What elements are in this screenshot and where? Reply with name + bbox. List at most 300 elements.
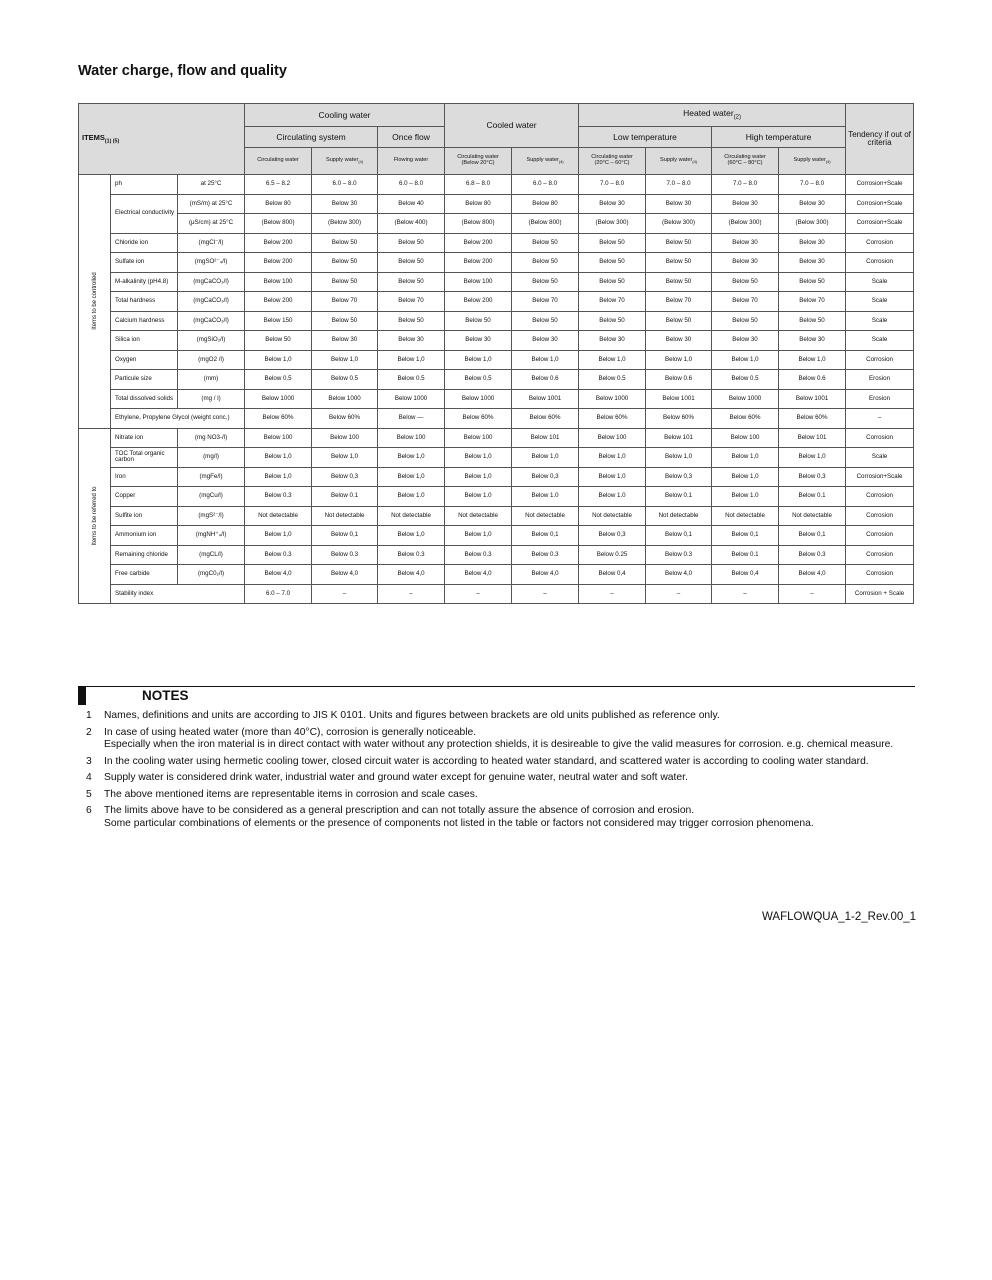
item-name: Chloride ion — [111, 233, 178, 253]
value-cell: Below 1,0 — [712, 448, 779, 468]
value-cell: Below 0.5 — [378, 370, 445, 390]
value-cell: Below 0,1 — [646, 526, 712, 546]
value-cell: Below 50 — [312, 233, 378, 253]
item-name: Electrical conductivity — [111, 194, 178, 233]
value-cell: Below 50 — [312, 311, 378, 331]
value-cell: Below 1000 — [312, 389, 378, 409]
item-unit: (mgSO²⁻₄/l) — [178, 253, 245, 273]
note-line: The limits above have to be considered as a general prescription and can not totally assure the absence of corrosion and erosion. — [104, 805, 695, 816]
value-cell: Below 0.25 — [579, 545, 646, 565]
value-cell: Below 0.3 — [646, 545, 712, 565]
water-quality-table — [78, 103, 914, 604]
value-cell: – — [712, 584, 779, 604]
value-cell: Below 50 — [512, 311, 579, 331]
value-cell: Below 30 — [646, 331, 712, 351]
value-cell: Below 0.5 — [245, 370, 312, 390]
tendency-cell: Corrosion + Scale — [846, 584, 914, 604]
subgroup-once-flow: Once flow — [378, 127, 445, 148]
value-cell: Below 0.3 — [779, 545, 846, 565]
note-text — [104, 727, 898, 752]
tendency-cell: Scale — [846, 311, 914, 331]
value-cell: Below 1000 — [378, 389, 445, 409]
value-cell: Below 1001 — [779, 389, 846, 409]
value-cell: Below 80 — [512, 194, 579, 214]
value-cell: Not detectable — [312, 506, 378, 526]
item-name: Sulfate ion — [111, 253, 178, 273]
value-cell: (Below 300) — [312, 214, 378, 234]
value-cell: Below 200 — [245, 233, 312, 253]
value-cell: Below 50 — [445, 311, 512, 331]
subgroup-low-temperature: Low temperature — [579, 127, 712, 148]
value-cell: Below 1000 — [579, 389, 646, 409]
tendency-cell: Erosion — [846, 389, 914, 409]
notes-marker — [78, 686, 86, 705]
value-cell: Below 0,3 — [646, 467, 712, 487]
tendency-cell: Corrosion — [846, 253, 914, 273]
value-cell: Below 1,0 — [779, 350, 846, 370]
note-item — [78, 727, 898, 752]
item-name: ph — [111, 175, 178, 195]
value-cell: 7.0 – 8.0 — [579, 175, 646, 195]
group-header-heated: Heated water$_{(2)}$ — [579, 104, 846, 127]
value-cell: Below 100 — [712, 428, 779, 448]
value-cell: Below 100 — [579, 428, 646, 448]
value-cell: Below 30 — [445, 331, 512, 351]
value-cell: Below 0.5 — [579, 370, 646, 390]
item-name: Copper — [111, 487, 178, 507]
value-cell: Not detectable — [646, 506, 712, 526]
value-cell: Below 1.0 — [445, 487, 512, 507]
item-unit: (mgCaCO₃/l) — [178, 292, 245, 312]
items-header: $ITEMS_{(1) (5)}$ — [79, 104, 245, 175]
value-cell: Below 30 — [312, 194, 378, 214]
value-cell: 6.0 – 8.0 — [378, 175, 445, 195]
value-cell: Below 1.0 — [579, 487, 646, 507]
value-cell: Below 50 — [779, 311, 846, 331]
value-cell: Below 150 — [245, 311, 312, 331]
tendency-cell: Scale — [846, 448, 914, 468]
column-header: Circulating water (Below 20°C) — [445, 148, 512, 175]
value-cell: Below 1,0 — [245, 448, 312, 468]
value-cell: Below 30 — [512, 331, 579, 351]
table-row — [79, 175, 914, 195]
item-name: Remaining chloride — [111, 545, 178, 565]
note-line: Some particular combinations of elements or the presence of components not listed in the table or factors not considered may trigger corrosion phenomena. — [104, 817, 814, 829]
value-cell: Below 0,3 — [312, 467, 378, 487]
item-name: Free carbide — [111, 565, 178, 585]
notes-divider — [78, 686, 915, 687]
value-cell: Below 100 — [445, 272, 512, 292]
value-cell: Below 70 — [378, 292, 445, 312]
value-cell: Below 1,0 — [646, 350, 712, 370]
value-cell: Below 1,0 — [378, 448, 445, 468]
table-row — [79, 331, 914, 351]
value-cell: Below 30 — [779, 233, 846, 253]
value-cell: Below 4,0 — [378, 565, 445, 585]
notes-title: NOTES — [142, 688, 189, 703]
value-cell: Below 0.3 — [512, 545, 579, 565]
note-text — [104, 789, 898, 802]
value-cell: Below 1,0 — [579, 448, 646, 468]
item-name: Oxygen — [111, 350, 178, 370]
column-header: Supply water$_{(4)}$ — [646, 148, 712, 175]
note-line: Names, definitions and units are according to JIS K 0101. Units and figures between brackets are old units published as reference only. — [104, 710, 720, 721]
value-cell: Below 50 — [646, 233, 712, 253]
value-cell: Below 30 — [779, 253, 846, 273]
value-cell: Below 50 — [378, 272, 445, 292]
value-cell: Not detectable — [512, 506, 579, 526]
value-cell: Below 1,0 — [378, 526, 445, 546]
item-unit: at 25°C — [178, 175, 245, 195]
value-cell: (Below 400) — [378, 214, 445, 234]
value-cell: Below 0.1 — [646, 487, 712, 507]
water-quality-table-wrapper — [78, 103, 913, 604]
item-unit: (mgNH⁺₄/l) — [178, 526, 245, 546]
value-cell: Below 70 — [712, 292, 779, 312]
value-cell: Below 50 — [712, 272, 779, 292]
section-label-controlled: Items to be controlled — [79, 175, 111, 429]
value-cell: Below 1,0 — [445, 467, 512, 487]
value-cell: Below 1,0 — [779, 448, 846, 468]
value-cell: Below 100 — [445, 428, 512, 448]
table-row — [79, 311, 914, 331]
value-cell: Below 30 — [779, 331, 846, 351]
value-cell: Below 200 — [245, 292, 312, 312]
value-cell: Below 70 — [512, 292, 579, 312]
value-cell: Below 50 — [378, 311, 445, 331]
value-cell: Not detectable — [445, 506, 512, 526]
item-unit: (mg/l) — [178, 448, 245, 468]
item-unit: (mgFe/l) — [178, 467, 245, 487]
value-cell: – — [312, 584, 378, 604]
value-cell: Below 0.3 — [312, 545, 378, 565]
value-cell: Below 0,3 — [512, 467, 579, 487]
document-code: WAFLOWQUA_1-2_Rev.00_1 — [762, 911, 917, 923]
value-cell: Below 0,1 — [512, 526, 579, 546]
value-cell: Below 60% — [445, 409, 512, 429]
value-cell: Below 30 — [712, 194, 779, 214]
value-cell: Below 100 — [378, 428, 445, 448]
value-cell: 7.0 – 8.0 — [712, 175, 779, 195]
value-cell: Below 1001 — [512, 389, 579, 409]
value-cell: Below 0.5 — [445, 370, 512, 390]
note-line: Especially when the iron material is in direct contact with water without any protection shields, it is desireable to give the valid measures for corrosion. e.g. chemical measure. — [104, 739, 894, 750]
note-item — [78, 805, 898, 830]
note-number: 5 — [86, 788, 92, 800]
column-header: Supply water$_{(4)}$ — [779, 148, 846, 175]
value-cell: Below 30 — [646, 194, 712, 214]
value-cell: Below 50 — [579, 233, 646, 253]
value-cell: Below 40 — [378, 194, 445, 214]
value-cell: Below 1,0 — [378, 350, 445, 370]
value-cell: Below 0.6 — [779, 370, 846, 390]
tendency-cell: Corrosion+Scale — [846, 175, 914, 195]
table-row — [79, 565, 914, 585]
value-cell: – — [512, 584, 579, 604]
value-cell: Below 0.3 — [378, 545, 445, 565]
item-unit: (mgO2 /l) — [178, 350, 245, 370]
value-cell: Below 1,0 — [445, 448, 512, 468]
value-cell: Below 60% — [779, 409, 846, 429]
table-row — [79, 584, 914, 604]
table-row — [79, 467, 914, 487]
item-name: Calcium hardness — [111, 311, 178, 331]
value-cell: – — [378, 584, 445, 604]
value-cell: Below 4,0 — [445, 565, 512, 585]
item-unit: (mgC0₂/l) — [178, 565, 245, 585]
item-unit: (mgCaCO₃/l) — [178, 311, 245, 331]
tendency-cell: Corrosion+Scale — [846, 194, 914, 214]
value-cell: Below 0.1 — [712, 545, 779, 565]
value-cell: Below 50 — [512, 233, 579, 253]
column-header: Flowing water — [378, 148, 445, 175]
value-cell: Below 60% — [312, 409, 378, 429]
tendency-cell: Corrosion — [846, 506, 914, 526]
value-cell: Below 30 — [712, 331, 779, 351]
tendency-cell: Scale — [846, 331, 914, 351]
item-unit: (mg NO3-/l) — [178, 428, 245, 448]
value-cell: Below 4,0 — [512, 565, 579, 585]
value-cell: Below 0.1 — [312, 487, 378, 507]
value-cell: Below 0.1 — [779, 487, 846, 507]
value-cell: Below 1,0 — [445, 350, 512, 370]
value-cell: Below 30 — [312, 331, 378, 351]
item-name: Total hardness — [111, 292, 178, 312]
note-text — [104, 772, 898, 785]
item-name: Total dissolved solids — [111, 389, 178, 409]
item-name: Silica ion — [111, 331, 178, 351]
subgroup-circulating-system: Circulating system — [245, 127, 378, 148]
tendency-cell: Corrosion — [846, 565, 914, 585]
value-cell: Below 60% — [712, 409, 779, 429]
value-cell: Below 0,1 — [779, 526, 846, 546]
value-cell: (Below 800) — [245, 214, 312, 234]
table-row — [79, 448, 914, 468]
value-cell: Below 50 — [312, 253, 378, 273]
value-cell: Below 1,0 — [579, 467, 646, 487]
value-cell: Below 0.6 — [512, 370, 579, 390]
notes-list — [78, 710, 898, 834]
value-cell: Not detectable — [779, 506, 846, 526]
item-unit: (mgCl⁻/l) — [178, 233, 245, 253]
value-cell: Below 1,0 — [312, 448, 378, 468]
group-header-cooled: Cooled water — [445, 104, 579, 148]
note-number: 6 — [86, 805, 92, 816]
value-cell: Below 0.6 — [646, 370, 712, 390]
value-cell: Below 4,0 — [245, 565, 312, 585]
value-cell: Below 70 — [312, 292, 378, 312]
value-cell: (Below 300) — [712, 214, 779, 234]
table-row — [79, 545, 914, 565]
value-cell: Below 1,0 — [646, 448, 712, 468]
item-unit: (mgSiO₂/l) — [178, 331, 245, 351]
value-cell: Below 1000 — [445, 389, 512, 409]
note-line: The above mentioned items are representable items in corrosion and scale cases. — [104, 788, 478, 800]
value-cell: Below 50 — [312, 272, 378, 292]
column-header: Supply water$_{(4)}$ — [312, 148, 378, 175]
note-number: 3 — [86, 755, 92, 767]
item-name: Nitrate ion — [111, 428, 178, 448]
value-cell: Below 0.3 — [445, 545, 512, 565]
value-cell: (Below 300) — [779, 214, 846, 234]
value-cell: Below 1,0 — [312, 350, 378, 370]
value-cell: Below 4,0 — [312, 565, 378, 585]
value-cell: Below 30 — [712, 233, 779, 253]
value-cell: Below 0,3 — [579, 526, 646, 546]
value-cell: Below 1.0 — [512, 487, 579, 507]
table-row — [79, 370, 914, 390]
value-cell: Below 1,0 — [445, 526, 512, 546]
table-row — [79, 409, 914, 429]
value-cell: Not detectable — [378, 506, 445, 526]
value-cell: Below 101 — [779, 428, 846, 448]
value-cell: Below 1,0 — [712, 350, 779, 370]
value-cell: Below 0.5 — [312, 370, 378, 390]
value-cell: Below 60% — [245, 409, 312, 429]
table-row — [79, 428, 914, 448]
tendency-header: Tendency if out of criteria — [846, 104, 914, 175]
tendency-cell: Scale — [846, 272, 914, 292]
value-cell: Below 100 — [245, 272, 312, 292]
value-cell: Below 0.3 — [245, 487, 312, 507]
value-cell: Below 50 — [779, 272, 846, 292]
value-cell: Below 30 — [579, 331, 646, 351]
value-cell: Below 1000 — [712, 389, 779, 409]
value-cell: Below 1,0 — [712, 467, 779, 487]
value-cell: (Below 800) — [445, 214, 512, 234]
value-cell: Below 80 — [245, 194, 312, 214]
note-number: 4 — [86, 772, 92, 783]
table-row — [79, 194, 914, 214]
note-line: Supply water is considered drink water, industrial water and ground water except for genuine water, neutral water and soft water. — [104, 772, 688, 783]
value-cell: Below 100 — [312, 428, 378, 448]
value-cell: 6.0 – 7.0 — [245, 584, 312, 604]
value-cell: Below 50 — [579, 253, 646, 273]
value-cell: Below 60% — [512, 409, 579, 429]
table-row — [79, 292, 914, 312]
section-label-referred: Items to be referred to — [79, 428, 111, 604]
value-cell: Below 70 — [646, 292, 712, 312]
value-cell: – — [646, 584, 712, 604]
table-row — [79, 253, 914, 273]
value-cell: Below 1,0 — [512, 448, 579, 468]
page-title: Water charge, flow and quality — [78, 63, 287, 79]
value-cell: Below 4,0 — [646, 565, 712, 585]
value-cell: Below 70 — [579, 292, 646, 312]
value-cell: Below 1,0 — [579, 350, 646, 370]
table-row — [79, 272, 914, 292]
item-name: Particule size — [111, 370, 178, 390]
value-cell: Below 50 — [378, 253, 445, 273]
value-cell: Below 100 — [245, 428, 312, 448]
value-cell: Below 4,0 — [779, 565, 846, 585]
value-cell: Below 60% — [579, 409, 646, 429]
note-text — [104, 710, 898, 723]
value-cell: Below 70 — [779, 292, 846, 312]
note-text — [104, 805, 898, 830]
value-cell: (Below 300) — [646, 214, 712, 234]
value-cell: Not detectable — [579, 506, 646, 526]
table-row — [79, 389, 914, 409]
item-unit: (mgS²⁻/l) — [178, 506, 245, 526]
value-cell: Below 1,0 — [245, 350, 312, 370]
value-cell: Below 0,1 — [712, 526, 779, 546]
value-cell: Below 50 — [646, 253, 712, 273]
item-unit: (mm) — [178, 370, 245, 390]
note-item — [78, 710, 898, 723]
value-cell: 6.5 – 8.2 — [245, 175, 312, 195]
item-name: Stability index — [111, 584, 245, 604]
item-unit: (μS/cm) at 25°C — [178, 214, 245, 234]
tendency-cell: Corrosion+Scale — [846, 214, 914, 234]
value-cell: Not detectable — [245, 506, 312, 526]
value-cell: Below 101 — [512, 428, 579, 448]
value-cell: Below 30 — [779, 194, 846, 214]
table-row — [79, 526, 914, 546]
subgroup-high-temperature: High temperature — [712, 127, 846, 148]
note-item — [78, 789, 898, 802]
value-cell: 7.0 – 8.0 — [779, 175, 846, 195]
tendency-cell: Corrosion — [846, 233, 914, 253]
value-cell: (Below 300) — [579, 214, 646, 234]
note-number: 2 — [86, 726, 92, 738]
value-cell: Below 60% — [646, 409, 712, 429]
value-cell: 7.0 – 8.0 — [646, 175, 712, 195]
note-item — [78, 756, 898, 769]
value-cell: Below 30 — [579, 194, 646, 214]
tendency-cell: Scale — [846, 292, 914, 312]
value-cell: Below 0.5 — [712, 370, 779, 390]
table-row — [79, 487, 914, 507]
value-cell: Below 0.3 — [245, 545, 312, 565]
note-line: In case of using heated water (more than 40°C), corrosion is generally noticeable. — [104, 726, 477, 738]
item-name: Ethylene, Propylene Glycol (weight conc.) — [111, 409, 245, 429]
item-unit: (mgCu/l) — [178, 487, 245, 507]
value-cell: Below 50 — [712, 311, 779, 331]
notes-header — [78, 686, 915, 705]
item-unit: (mS/m) at 25°C — [178, 194, 245, 214]
value-cell: Below — — [378, 409, 445, 429]
note-line: In the cooling water using hermetic cooling tower, closed circuit water is according to heated water standard, and scattered water is according to cooling water standard. — [104, 755, 869, 767]
value-cell: Below 0,3 — [779, 467, 846, 487]
item-name: M-alkalinity (pH4.8) — [111, 272, 178, 292]
tendency-cell: – — [846, 409, 914, 429]
value-cell: Below 0,4 — [579, 565, 646, 585]
value-cell: Below 0,1 — [312, 526, 378, 546]
value-cell: Below 1,0 — [245, 467, 312, 487]
value-cell: Below 1.0 — [378, 487, 445, 507]
value-cell: – — [779, 584, 846, 604]
item-name: Ammonium ion — [111, 526, 178, 546]
value-cell: Below 1,0 — [512, 350, 579, 370]
value-cell: Below 50 — [245, 331, 312, 351]
value-cell: Below 50 — [378, 233, 445, 253]
group-header-cooling: Cooling water — [245, 104, 445, 127]
value-cell: Below 1001 — [646, 389, 712, 409]
note-item — [78, 772, 898, 785]
value-cell: Below 50 — [579, 272, 646, 292]
column-header: Circulating water (60°C – 80°C) — [712, 148, 779, 175]
note-text — [104, 756, 898, 769]
value-cell: Below 50 — [579, 311, 646, 331]
item-unit: (mgCL/l) — [178, 545, 245, 565]
value-cell: Below 30 — [378, 331, 445, 351]
value-cell: Below 50 — [512, 253, 579, 273]
value-cell: Below 200 — [445, 253, 512, 273]
value-cell: Below 50 — [512, 272, 579, 292]
value-cell: Below 200 — [445, 233, 512, 253]
tendency-cell: Corrosion — [846, 545, 914, 565]
